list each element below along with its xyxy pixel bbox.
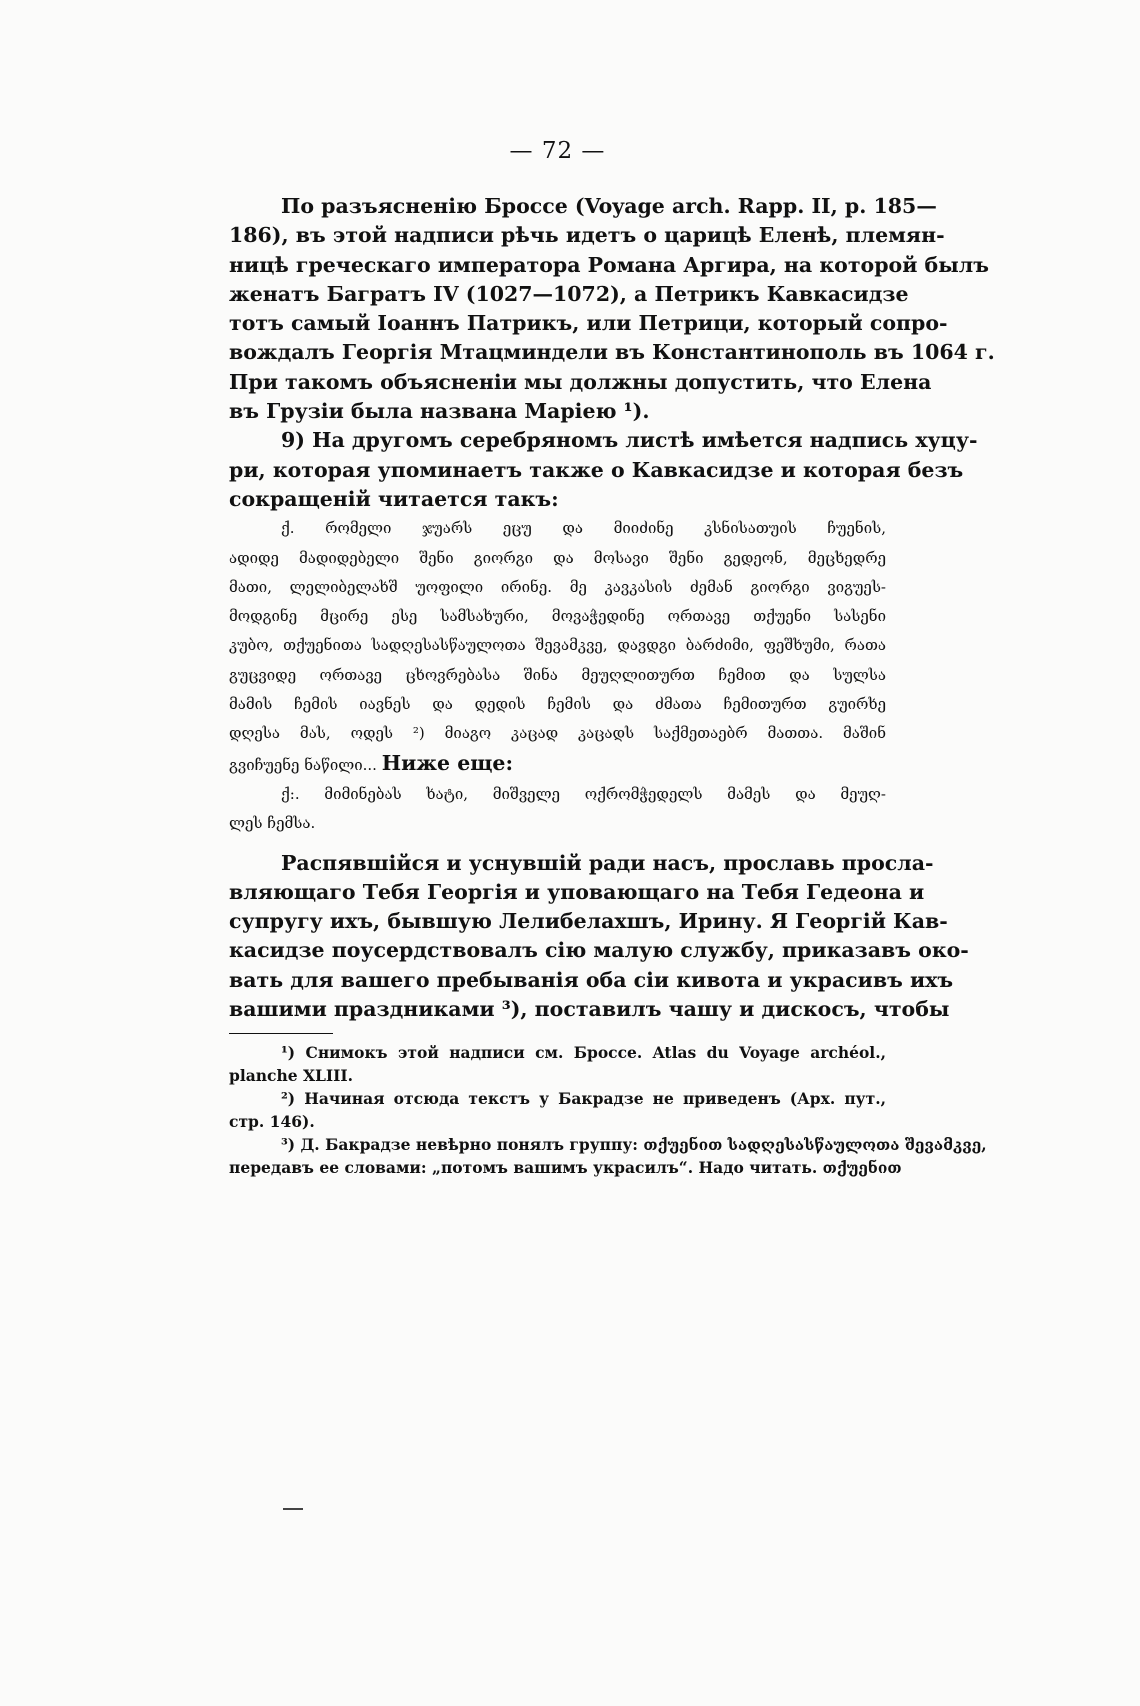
georgian-fragment: გვიჩუენე ნაწილი... bbox=[229, 755, 377, 774]
footnote-line: ¹) Снимокъ этой надписи см. Броссе. Atlas du Voyage archéol., bbox=[281, 1043, 886, 1063]
georgian-line: ადიდე მადიდებელი შენი გიორგი და მოსავი შენი გედეონ, მეცხედრე bbox=[229, 548, 886, 567]
page-number: — 72 — bbox=[509, 138, 606, 164]
footnote-line: planche XLIII. bbox=[229, 1066, 354, 1086]
footnote-line: передавъ ее словами: „потомъ вашимъ украсилъ“. Надо читать. თქუენით bbox=[229, 1158, 902, 1178]
below-note: Ниже еще: bbox=[381, 750, 514, 775]
paragraph-3 bbox=[229, 849, 969, 1025]
text-line: При такомъ объясненіи мы должны допустить, что Елена bbox=[229, 369, 932, 394]
text-line: женатъ Багратъ IV (1027—1072), а Петрикъ Кавкасидзе bbox=[229, 281, 909, 306]
georgian-line: მათი, ლელიბელახშ უოფილი ირინე. მე კავკასის ძემან გიორგი ვიგუეს- bbox=[229, 577, 886, 596]
georgian-line-with-note bbox=[229, 749, 886, 780]
georgian-line: ქ. რომელი ჯუარს ეცუ და მიიძინე კსნისათუის ჩუენის, bbox=[281, 519, 886, 538]
paragraph-1 bbox=[229, 192, 995, 426]
georgian-line: გუცვიდე ორთავე ცხოვრებასა შინა მეუღლითურთ ჩემით და სულსა bbox=[229, 665, 886, 684]
text-line: Распявшійся и уснувшій ради насъ, прославь просла- bbox=[281, 850, 934, 875]
text-line: вождалъ Георгія Мтацминдели въ Константинополь въ 1064 г. bbox=[229, 340, 995, 365]
text-line: ницѣ греческаго императора Романа Аргира, на которой былъ bbox=[229, 252, 989, 277]
georgian-line: დღესა მას, ოდეს ²) მიაგო კაცად კაცადს საქმეთაებრ მათთა. მაშინ bbox=[229, 724, 886, 743]
georgian-line: ლეს ჩემსა. bbox=[229, 814, 316, 833]
georgian-line: მოდგინე მცირე ესე სამსახური, მოვაჭედინე ორთავე თქუენი სასენი bbox=[229, 607, 886, 626]
text-line: въ Грузіи была названа Маріею ¹). bbox=[229, 399, 650, 424]
georgian-inscription bbox=[229, 514, 886, 838]
paragraph-2 bbox=[229, 426, 978, 514]
text-line: сокращеній читается такъ: bbox=[229, 486, 559, 511]
georgian-line: მამის ჩემის იავნეს და დედის ჩემის და ძმათა ჩემითურთ გუირხე bbox=[229, 695, 886, 714]
page-content bbox=[229, 136, 995, 1179]
footnote-line: стр. 146). bbox=[229, 1112, 315, 1132]
stray-ink-mark bbox=[283, 1508, 303, 1510]
text-line: По разъясненію Броссе (Voyage arch. Rapp. II, p. 185— bbox=[281, 194, 937, 218]
footnote-divider bbox=[229, 1033, 333, 1034]
text-line: супругу ихъ, бывшую Лелибелахшъ, Ирину. Я Георгій Кав- bbox=[229, 909, 948, 934]
footnote-line: ²) Начиная отсюда текстъ у Бакрадзе не приведенъ (Арх. пут., bbox=[281, 1089, 886, 1109]
text-line: 9) На другомъ серебряномъ листѣ имѣется надпись хуцу- bbox=[281, 428, 978, 453]
text-line: вать для вашего пребыванія оба сіи кивота и украсивъ ихъ bbox=[229, 967, 954, 992]
georgian-line: კუბო, თქუენითა სადღესასწაულოთა შევამკვე, დავდგი ბარძიმი, ფეშხუმი, რათა bbox=[229, 636, 886, 655]
georgian-line: ქ:. მიმინებას ხატი, მიშველე ოქრომჭედელს მამეს და მეუღ- bbox=[281, 784, 886, 803]
footnote-line: ³) Д. Бакрадзе невѣрно понялъ группу: თქუენით სადღესასწაულოთა შევამკვე, bbox=[281, 1135, 987, 1155]
text-line: тотъ самый Іоаннъ Патрикъ, или Петрици, который сопро- bbox=[229, 311, 948, 336]
text-line: ри, которая упоминаетъ также о Кавкасидзе и которая безъ bbox=[229, 457, 964, 482]
text-line: вашими праздниками ³), поставилъ чашу и дискосъ, чтобы bbox=[229, 997, 950, 1022]
text-line: касидзе поусердствовалъ сію малую службу, приказавъ око- bbox=[229, 938, 969, 963]
text-line: вляющаго Тебя Георгія и уповающаго на Тебя Гедеона и bbox=[229, 879, 925, 904]
text-line: 186), въ этой надписи рѣчь идетъ о царицѣ Еленѣ, племян- bbox=[229, 223, 945, 248]
footnotes bbox=[229, 1041, 987, 1179]
